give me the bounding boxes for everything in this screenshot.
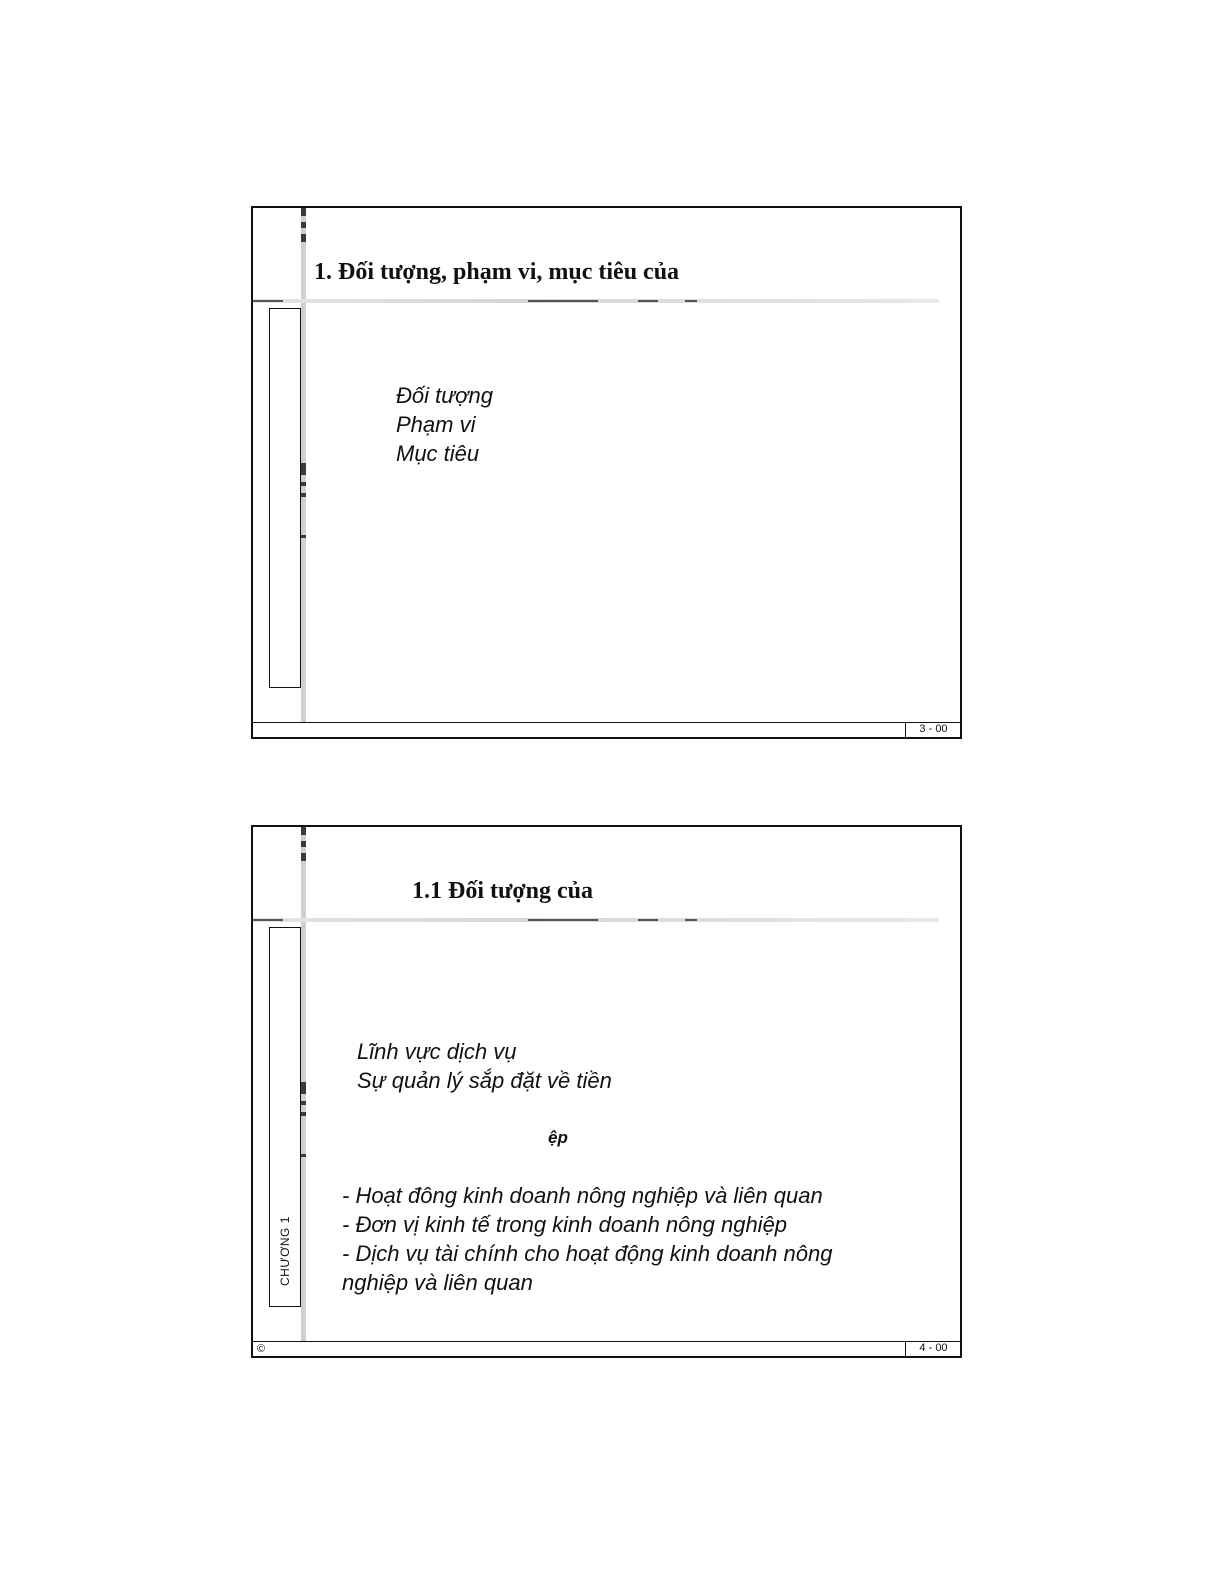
slide-title: 1. Đối tượng, phạm vi, mục tiêu của — [314, 259, 680, 285]
side-box — [269, 927, 301, 1307]
slide-2 — [251, 825, 962, 1358]
accent-tick — [301, 827, 306, 835]
accent-tick — [301, 1101, 306, 1105]
fragment-text: ệp — [548, 1128, 568, 1147]
title-rule-segment — [528, 919, 598, 921]
accent-tick — [301, 482, 306, 486]
accent-tick — [301, 208, 306, 216]
slide-1 — [251, 206, 962, 739]
accent-tick — [301, 463, 306, 475]
accent-tick — [301, 493, 306, 497]
list-item: Sự quản lý sắp đặt về tiền — [357, 1068, 612, 1093]
footer-rule — [253, 1341, 960, 1342]
list-item: Phạm vi — [396, 412, 476, 437]
page-number: 4 - 00 — [905, 1341, 961, 1356]
accent-tick — [301, 853, 306, 861]
copyright-symbol: © — [257, 1343, 266, 1355]
list-item: - Hoạt đông kinh doanh nông nghiệp và liên quan — [342, 1183, 823, 1208]
title-rule-segment — [638, 300, 658, 302]
list-item: - Đơn vị kinh tế trong kinh doanh nông nghiệp — [342, 1212, 788, 1237]
accent-tick — [301, 222, 306, 228]
title-rule-segment — [253, 919, 283, 921]
title-rule-segment — [253, 300, 283, 302]
title-rule-segment — [638, 919, 658, 921]
accent-tick — [301, 1082, 306, 1094]
accent-tick — [301, 1154, 306, 1157]
topic-list — [396, 381, 493, 468]
accent-tick — [301, 535, 306, 538]
accent-tick — [301, 841, 306, 847]
accent-tick — [301, 1112, 306, 1116]
detail-list — [342, 1181, 902, 1297]
list-item: Lĩnh vực dịch vụ — [357, 1039, 517, 1064]
list-item: Mục tiêu — [396, 441, 480, 466]
side-box — [269, 308, 301, 688]
list-item: - Dịch vụ tài chính cho hoạt động kinh doanh nông nghiệp và liên quan — [342, 1241, 833, 1295]
list-item: Đối tượng — [396, 383, 493, 408]
footer-rule — [253, 722, 960, 723]
chapter-label: CHƯƠNG 1 — [278, 1216, 292, 1286]
page-number: 3 - 00 — [905, 722, 961, 737]
title-rule-segment — [685, 919, 697, 921]
slide-title: 1.1 Đối tượng của — [412, 878, 594, 904]
title-rule-segment — [685, 300, 697, 302]
title-rule-segment — [528, 300, 598, 302]
topic-list — [357, 1037, 612, 1095]
accent-tick — [301, 234, 306, 242]
